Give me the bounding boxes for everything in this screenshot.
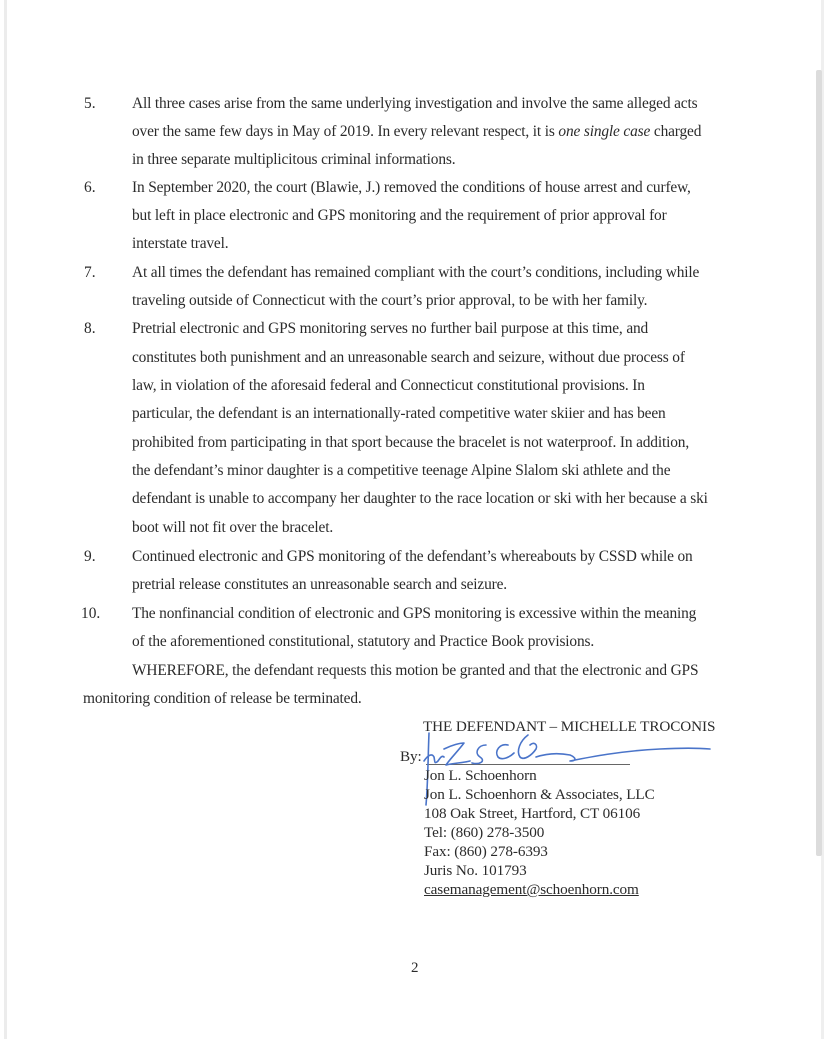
email-link[interactable]: casemanagement@schoenhorn.com — [424, 881, 639, 898]
paragraph-number: 6. — [84, 179, 96, 196]
juris-number: Juris No. 101793 — [424, 862, 527, 879]
paragraph-line: All three cases arise from the same underlying investigation and involve the same alleged acts — [132, 95, 698, 112]
paragraph-line: Pretrial electronic and GPS monitoring serves no further bail purpose at this time, and — [132, 320, 649, 337]
paragraph-line: boot will not fit over the bracelet. — [132, 519, 334, 536]
wherefore-line: monitoring condition of release be terminated. — [83, 690, 362, 707]
italic-emphasis: one single case — [558, 123, 651, 140]
paragraph-number: 9. — [84, 548, 96, 565]
paragraph-line: The nonfinancial condition of electronic and GPS monitoring is excessive within the meaning — [132, 605, 697, 622]
paragraph-line: defendant is unable to accompany her daughter to the race location or ski with her because a ski — [132, 490, 708, 507]
wherefore-line: WHEREFORE, the defendant requests this motion be granted and that the electronic and GPS — [132, 662, 699, 679]
paragraph-line — [132, 123, 701, 141]
paragraph-line: At all times the defendant has remained compliant with the court’s conditions, including while — [132, 264, 700, 281]
paragraph-number: 10. — [81, 605, 101, 622]
paragraph-line: Continued electronic and GPS monitoring of the defendant’s whereabouts by CSSD while on — [132, 548, 693, 565]
firm-address: 108 Oak Street, Hartford, CT 06106 — [424, 805, 641, 822]
fax-number: Fax: (860) 278-6393 — [424, 843, 548, 860]
by-label: By: — [400, 748, 422, 765]
paragraph-number: 8. — [84, 320, 96, 337]
paragraph-line: traveling outside of Connecticut with the court’s prior approval, to be with her family. — [132, 292, 648, 309]
paragraph-line: particular, the defendant is an internationally-rated competitive water skiier and has been — [132, 405, 666, 422]
paragraph-line: of the aforementioned constitutional, statutory and Practice Book provisions. — [132, 633, 595, 650]
paragraph-number: 5. — [84, 95, 96, 112]
paragraph-line: constitutes both punishment and an unreasonable search and seizure, without due process of — [132, 349, 685, 366]
telephone-number: Tel: (860) 278-3500 — [424, 824, 545, 841]
party-name: THE DEFENDANT – MICHELLE TROCONIS — [423, 718, 716, 735]
paragraph-line: pretrial release constitutes an unreasonable search and seizure. — [132, 576, 507, 593]
paragraph-line: but left in place electronic and GPS monitoring and the requirement of prior approval for — [132, 207, 667, 224]
paragraph-number: 7. — [84, 264, 96, 281]
paragraph-line: in three separate multiplicitous criminal informations. — [132, 151, 456, 168]
paragraph-line: law, in violation of the aforesaid federal and Connecticut constitutional provisions. In — [132, 377, 645, 394]
firm-name: Jon L. Schoenhorn & Associates, LLC — [424, 786, 655, 803]
paragraph-line: interstate travel. — [132, 235, 229, 252]
paragraph-text: charged — [650, 123, 702, 140]
paragraph-text: over the same few days in May of 2019. In every relevant respect, it is — [132, 123, 559, 140]
attorney-name: Jon L. Schoenhorn — [424, 767, 537, 784]
paragraph-line: the defendant’s minor daughter is a competitive teenage Alpine Slalom ski athlete and the — [132, 462, 671, 479]
page-number: 2 — [411, 960, 419, 976]
paragraph-line: In September 2020, the court (Blawie, J.) removed the conditions of house arrest and curfew, — [132, 179, 691, 196]
paragraph-line: prohibited from participating in that sport because the bracelet is not waterproof. In addition, — [132, 434, 690, 451]
